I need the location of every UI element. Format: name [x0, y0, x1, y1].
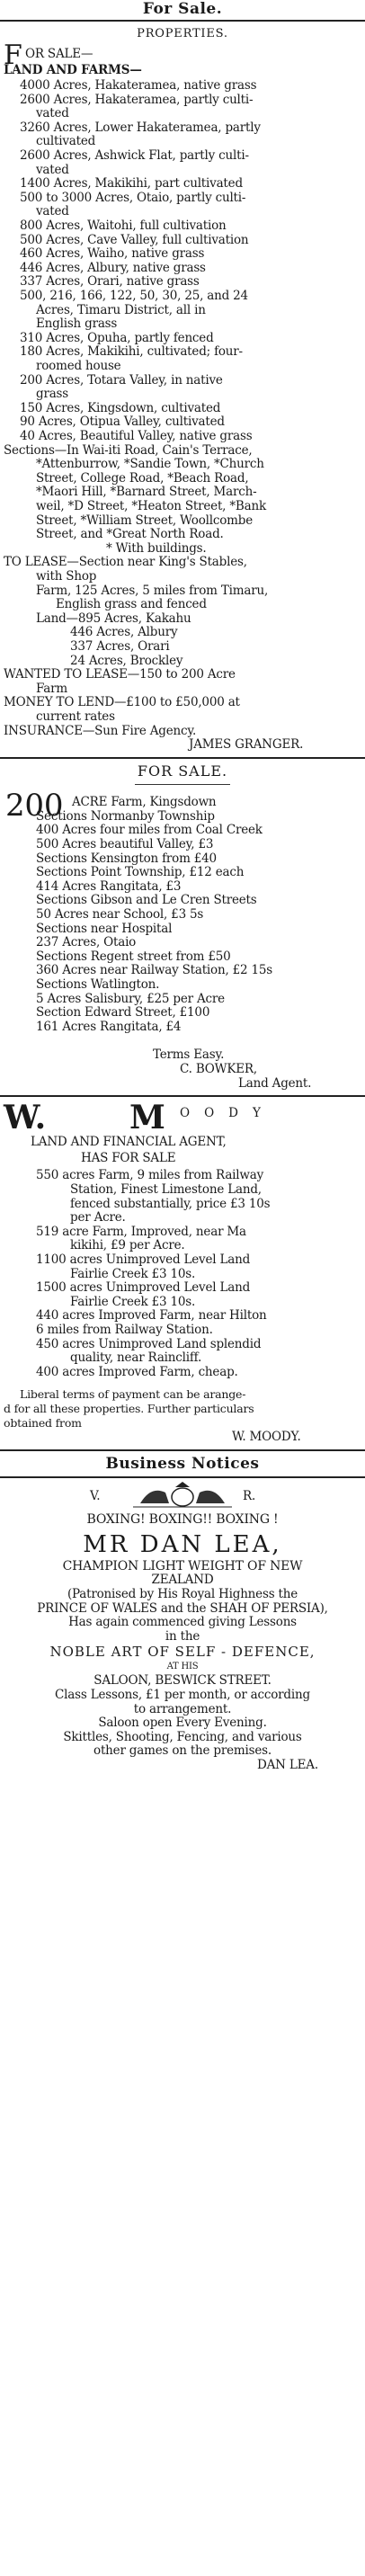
moody-agent-line: LAND AND FINANCIAL AGENT, — [31, 1135, 227, 1150]
bowker-heading: FOR SALE. — [137, 762, 228, 780]
bowker-big-number: 200 — [5, 787, 64, 824]
dan-lea-signature: DAN LEA. — [257, 1758, 318, 1772]
property-item: vated — [36, 106, 69, 121]
properties-heading: PROPERTIES. — [137, 27, 228, 40]
bowker-item: 360 Acres near Railway Station, £2 15s — [36, 963, 273, 978]
sections-line: Street, *William Street, Woollcombe — [36, 513, 253, 528]
bowker-item: 237 Acres, Otaio — [36, 935, 137, 950]
property-item: 1400 Acres, Makikihi, part cultivated — [20, 176, 243, 192]
moody-item: fenced substantially, price £3 10s — [70, 1196, 271, 1211]
money-line: current rates — [36, 709, 115, 724]
moody-has-for-sale: HAS FOR SALE — [81, 1150, 176, 1165]
wanted-line: WANTED TO LEASE—150 to 200 Acre — [4, 667, 236, 682]
property-item: 4000 Acres, Hakateramea, native grass — [20, 78, 257, 93]
for-sale-text: OR SALE— — [25, 47, 93, 61]
sections-line: Street, and *Great North Road. — [36, 527, 224, 542]
moody-item: 440 acres Improved Farm, near Hilton — [36, 1308, 267, 1324]
crest-right-letter: R. — [243, 1488, 256, 1503]
bowker-item: 400 Acres four miles from Coal Creek — [36, 823, 263, 838]
bowker-item: 50 Acres near School, £3 5s — [36, 907, 204, 922]
property-item: Acres, Timaru District, all in — [36, 302, 206, 317]
property-item: 40 Acres, Beautiful Valley, native grass — [20, 429, 253, 443]
moody-item: 1500 acres Unimproved Level Land — [36, 1280, 251, 1296]
property-item: 2600 Acres, Hakateramea, partly culti- — [20, 92, 254, 107]
bowker-item: Sections Regent street from £50 — [36, 949, 231, 964]
to-lease-line: 337 Acres, Orari — [70, 639, 170, 654]
moody-item: 450 acres Unimproved Land splendid — [36, 1336, 262, 1351]
business-more-line: to arrangement. — [133, 1701, 232, 1716]
property-item: 500 to 3000 Acres, Otaio, partly culti- — [20, 190, 246, 205]
sections-line: Sections—In Wai-iti Road, Cain's Terrace, — [4, 442, 253, 458]
granger-signature: JAMES GRANGER. — [189, 737, 304, 753]
bowker-first-line: ACRE Farm, Kingsdown — [72, 794, 217, 809]
business-line: ZEALAND — [151, 1573, 214, 1588]
bowker-item: 161 Acres Rangitata, £4 — [36, 1019, 182, 1034]
to-lease-line: 446 Acres, Albury — [70, 625, 178, 640]
property-item: 150 Acres, Kingsdown, cultivated — [20, 400, 221, 415]
header-rule — [0, 20, 365, 22]
moody-rest: OODY — [180, 1106, 275, 1121]
wanted-line: Farm — [36, 681, 67, 696]
property-item: English grass — [36, 316, 118, 332]
page-header-title: For Sale. — [142, 0, 223, 18]
moody-item: Fairlie Creek £3 10s. — [70, 1266, 196, 1281]
moody-liberal-line: d for all these properties. Further particulars — [4, 1402, 254, 1415]
land-and-farms-subheading: LAND AND FARMS— — [4, 63, 142, 77]
business-line: Has again commenced giving Lessons — [68, 1615, 297, 1630]
bowker-name: C. BOWKER, — [180, 1062, 257, 1076]
property-item: vated — [36, 204, 69, 219]
noble-art-line: NOBLE ART OF SELF - DEFENCE, — [49, 1644, 316, 1661]
moody-letter-m: M — [129, 1099, 165, 1137]
bowker-terms: Terms Easy. — [153, 1047, 225, 1063]
bowker-item: Section Edward Street, £100 — [36, 1005, 210, 1021]
business-more-line: Class Lessons, £1 per month, or according — [55, 1688, 310, 1702]
property-item: vated — [36, 162, 69, 177]
property-item: cultivated — [36, 134, 96, 149]
property-item: 3260 Acres, Lower Hakateramea, partly — [20, 120, 261, 135]
moody-letter-w: W. — [4, 1099, 46, 1137]
saloon-line: SALOON, BESWICK STREET. — [93, 1673, 272, 1689]
property-item: 337 Acres, Orari, native grass — [20, 274, 200, 290]
sections-line: * With buildings. — [106, 540, 207, 556]
boxing-line: BOXING! BOXING!! BOXING ! — [86, 1511, 279, 1527]
moody-liberal-line: Liberal terms of payment can be arange- — [20, 1387, 246, 1402]
crest-left-letter: V. — [90, 1488, 101, 1503]
property-item: 90 Acres, Otipua Valley, cultivated — [20, 414, 225, 430]
moody-item: 1100 acres Unimproved Level Land — [36, 1252, 251, 1267]
sections-line: weil, *D Street, *Heaton Street, *Bank — [36, 499, 266, 513]
bowker-item: Sections near Hospital — [36, 921, 173, 936]
insurance-line: INSURANCE—Sun Fire Agency. — [4, 723, 197, 738]
moody-item: 400 acres Improved Farm, cheap. — [36, 1364, 238, 1379]
moody-item: per Acre. — [70, 1210, 126, 1226]
property-item: grass — [36, 387, 68, 402]
bowker-item: Sections Normanby Township — [36, 808, 215, 824]
property-item: roomed house — [36, 359, 121, 373]
bowker-title: Land Agent. — [238, 1075, 312, 1091]
property-item: 310 Acres, Opuha, partly fenced — [20, 330, 214, 345]
bowker-heading-rule — [135, 784, 230, 785]
property-item: 460 Acres, Waiho, native grass — [20, 246, 205, 262]
royal-crest-icon — [133, 1482, 232, 1509]
to-lease-line: with Shop — [36, 569, 97, 584]
bowker-item: 5 Acres Salisbury, £25 per Acre — [36, 991, 225, 1006]
moody-item: 6 miles from Railway Station. — [36, 1323, 213, 1337]
at-his-line: AT HIS — [166, 1662, 199, 1672]
property-item: 500 Acres, Cave Valley, full cultivation — [20, 232, 249, 247]
bowker-rule — [0, 1095, 365, 1097]
business-line: in the — [165, 1628, 200, 1644]
to-lease-line: Farm, 125 Acres, 5 miles from Timaru, — [36, 583, 269, 598]
sections-line: *Maori Hill, *Barnard Street, March- — [36, 485, 257, 500]
property-item: 200 Acres, Totara Valley, in native — [20, 372, 223, 388]
moody-rule — [0, 1449, 365, 1451]
property-item: 446 Acres, Albury, native grass — [20, 260, 206, 275]
moody-liberal-line: obtained from — [4, 1415, 82, 1430]
business-line: CHAMPION LIGHT WEIGHT OF NEW — [62, 1558, 303, 1573]
granger-rule — [0, 757, 365, 759]
to-lease-line: TO LEASE—Section near King's Stables, — [4, 555, 247, 570]
business-line: PRINCE OF WALES and the SHAH OF PERSIA), — [37, 1600, 328, 1616]
sections-line: Street, College Road, *Beach Road, — [36, 470, 249, 486]
to-lease-line: English grass and fenced — [56, 597, 207, 612]
business-heading: Business Notices — [105, 1454, 260, 1473]
moody-item: Fairlie Creek £3 10s. — [70, 1294, 196, 1309]
bowker-item: Sections Watlington. — [36, 977, 160, 992]
sections-line: *Attenburrow, *Sandie Town, *Church — [36, 457, 264, 472]
moody-item: Station, Finest Limestone Land, — [70, 1182, 262, 1197]
moody-signature: W. MOODY. — [232, 1430, 301, 1445]
business-line: (Patronised by His Royal Highness the — [67, 1587, 298, 1601]
bowker-item: Sections Gibson and Le Cren Streets — [36, 893, 257, 908]
bowker-item: Sections Kensington from £40 — [36, 851, 217, 866]
bowker-item: 414 Acres Rangitata, £3 — [36, 878, 182, 894]
property-item: 500, 216, 166, 122, 50, 30, 25, and 24 — [20, 289, 248, 303]
to-lease-line: Land—895 Acres, Kakahu — [36, 611, 191, 626]
business-rule — [0, 1476, 365, 1478]
business-more-line: Skittles, Shooting, Fencing, and various — [63, 1729, 302, 1744]
bowker-item: Sections Point Township, £12 each — [36, 865, 245, 880]
initial-letter-f: F — [4, 40, 22, 71]
bowker-item: 500 Acres beautiful Valley, £3 — [36, 837, 214, 851]
money-line: MONEY TO LEND—£100 to £50,000 at — [4, 695, 240, 710]
dan-lea-name: MR DAN LEA, — [83, 1530, 282, 1558]
property-item: 800 Acres, Waitohi, full cultivation — [20, 218, 227, 233]
business-more-line: other games on the premises. — [93, 1743, 272, 1759]
moody-item: 519 acre Farm, Improved, near Ma — [36, 1224, 246, 1239]
business-more-line: Saloon open Every Evening. — [98, 1716, 267, 1731]
to-lease-line: 24 Acres, Brockley — [70, 653, 183, 668]
moody-item: kikihi, £9 per Acre. — [70, 1238, 185, 1253]
property-item: 2600 Acres, Ashwick Flat, partly culti- — [20, 148, 249, 163]
moody-item: quality, near Raincliff. — [70, 1350, 202, 1366]
moody-item: 550 acres Farm, 9 miles from Railway — [36, 1168, 264, 1183]
property-item: 180 Acres, Makikihi, cultivated; four- — [20, 344, 243, 360]
